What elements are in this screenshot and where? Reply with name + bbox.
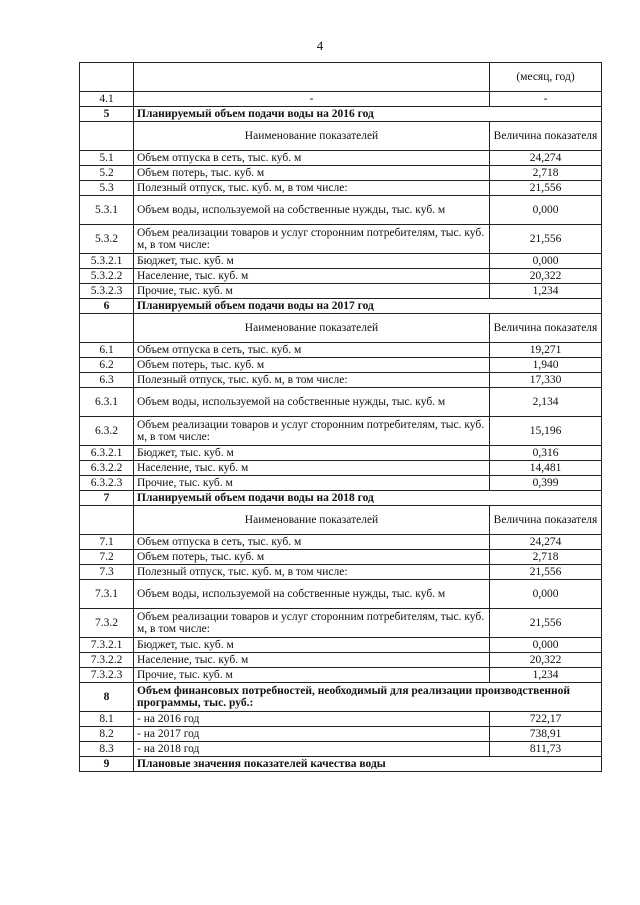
row-number: 5.3.1	[80, 196, 134, 225]
row-value: 1,940	[490, 358, 602, 373]
section-title-row	[80, 299, 602, 314]
row-value: 2,718	[490, 550, 602, 565]
table-row	[80, 225, 602, 254]
row-number: 6.3.2.3	[80, 476, 134, 491]
section-title-row	[80, 491, 602, 506]
row-text: Бюджет, тыс. куб. м	[134, 254, 490, 269]
empty-cell	[80, 122, 134, 151]
row-number: 7.1	[80, 535, 134, 550]
table-row	[80, 269, 602, 284]
section-number: 8	[80, 683, 134, 712]
row-value: 20,322	[490, 269, 602, 284]
row-value: 21,556	[490, 565, 602, 580]
table-row	[80, 358, 602, 373]
table-row	[80, 712, 602, 727]
section-title: Планируемый объем подачи воды на 2017 год	[134, 299, 602, 314]
empty-cell	[80, 506, 134, 535]
table-row	[80, 196, 602, 225]
row-text: Объем реализации товаров и услуг сторонним потребителям, тыс. куб. м, в том числе:	[134, 417, 490, 446]
row-value: 1,234	[490, 284, 602, 299]
table-row	[80, 92, 602, 107]
column-header-value: Величина показателя	[490, 314, 602, 343]
row-text: Объем реализации товаров и услуг сторонним потребителям, тыс. куб. м, в том числе:	[134, 609, 490, 638]
table-row	[80, 476, 602, 491]
row-number: 5.3.2	[80, 225, 134, 254]
section-title: Планируемый объем подачи воды на 2018 год	[134, 491, 602, 506]
row-value: 21,556	[490, 181, 602, 196]
row-number: 6.3	[80, 373, 134, 388]
row-number: 5.1	[80, 151, 134, 166]
row-number: 5.3.2.3	[80, 284, 134, 299]
row-text: Объем воды, используемой на собственные нужды, тыс. куб. м	[134, 580, 490, 609]
row-number: 4.1	[80, 92, 134, 107]
table-row	[80, 461, 602, 476]
column-header-row	[80, 122, 602, 151]
table-row	[80, 254, 602, 269]
row-text: Объем отпуска в сеть, тыс. куб. м	[134, 151, 490, 166]
row-text: Бюджет, тыс. куб. м	[134, 638, 490, 653]
table-row	[80, 638, 602, 653]
row-number: 6.3.2.1	[80, 446, 134, 461]
section-title-row	[80, 107, 602, 122]
section-number: 7	[80, 491, 134, 506]
table-row	[80, 565, 602, 580]
empty-cell	[80, 63, 134, 92]
table-row	[80, 727, 602, 742]
row-text: - на 2016 год	[134, 712, 490, 727]
row-value: 19,271	[490, 343, 602, 358]
row-number: 7.3.2.1	[80, 638, 134, 653]
table-row	[80, 373, 602, 388]
section-number: 5	[80, 107, 134, 122]
row-value: 0,316	[490, 446, 602, 461]
row-value: 0,000	[490, 196, 602, 225]
row-number: 6.2	[80, 358, 134, 373]
empty-cell	[80, 314, 134, 343]
indicators-table	[79, 62, 602, 772]
section-number: 9	[80, 757, 134, 772]
row-number: 5.3	[80, 181, 134, 196]
row-value: 722,17	[490, 712, 602, 727]
row-number: 5.3.2.2	[80, 269, 134, 284]
table-row	[80, 550, 602, 565]
row-number: 7.3.1	[80, 580, 134, 609]
row-text: Население, тыс. куб. м	[134, 653, 490, 668]
column-header-value: Величина показателя	[490, 122, 602, 151]
row-value: 15,196	[490, 417, 602, 446]
row-text: Объем воды, используемой на собственные нужды, тыс. куб. м	[134, 388, 490, 417]
section-title-row	[80, 757, 602, 772]
column-header-name: Наименование показателей	[134, 506, 490, 535]
table-row	[80, 668, 602, 683]
table-row	[80, 417, 602, 446]
row-number: 7.3.2	[80, 609, 134, 638]
table-row	[80, 742, 602, 757]
section-number: 6	[80, 299, 134, 314]
table-row	[80, 609, 602, 638]
row-number: 6.1	[80, 343, 134, 358]
row-value: 17,330	[490, 373, 602, 388]
row-value: 738,91	[490, 727, 602, 742]
row-text: - на 2018 год	[134, 742, 490, 757]
row-text: Население, тыс. куб. м	[134, 461, 490, 476]
section-title: Плановые значения показателей качества воды	[134, 757, 602, 772]
table-row	[80, 166, 602, 181]
row-number: 6.3.2.2	[80, 461, 134, 476]
table-row	[80, 388, 602, 417]
row-value: 811,73	[490, 742, 602, 757]
row-text: Объем отпуска в сеть, тыс. куб. м	[134, 343, 490, 358]
row-number: 7.3	[80, 565, 134, 580]
row-number: 7.2	[80, 550, 134, 565]
row-number: 7.3.2.2	[80, 653, 134, 668]
row-text: Полезный отпуск, тыс. куб. м, в том числе:	[134, 181, 490, 196]
table-row	[80, 284, 602, 299]
table-row	[80, 446, 602, 461]
row-number: 5.3.2.1	[80, 254, 134, 269]
section-title: Объем финансовых потребностей, необходимый для реализации производственной программы, тыс. руб.:	[134, 683, 602, 712]
row-value: 21,556	[490, 609, 602, 638]
row-text: Объем потерь, тыс. куб. м	[134, 550, 490, 565]
row-value: 14,481	[490, 461, 602, 476]
column-header-name: Наименование показателей	[134, 314, 490, 343]
row-value: 2,134	[490, 388, 602, 417]
row-text: Объем реализации товаров и услуг сторонним потребителям, тыс. куб. м, в том числе:	[134, 225, 490, 254]
row-number: 6.3.1	[80, 388, 134, 417]
row-number: 6.3.2	[80, 417, 134, 446]
row-value: 0,000	[490, 580, 602, 609]
row-text: Прочие, тыс. куб. м	[134, 284, 490, 299]
empty-cell	[134, 63, 490, 92]
row-value: 0,000	[490, 254, 602, 269]
row-text: Бюджет, тыс. куб. м	[134, 446, 490, 461]
row-value: 0,399	[490, 476, 602, 491]
table-row	[80, 343, 602, 358]
row-value: 24,274	[490, 535, 602, 550]
row-text: Полезный отпуск, тыс. куб. м, в том числе:	[134, 373, 490, 388]
row-text: Объем воды, используемой на собственные нужды, тыс. куб. м	[134, 196, 490, 225]
row-text: Полезный отпуск, тыс. куб. м, в том числе:	[134, 565, 490, 580]
section-title-row	[80, 683, 602, 712]
row-text: -	[134, 92, 490, 107]
row-value: 20,322	[490, 653, 602, 668]
row-value: -	[490, 92, 602, 107]
column-header-row	[80, 506, 602, 535]
page-number: 4	[316, 38, 324, 53]
row-text: Прочие, тыс. куб. м	[134, 668, 490, 683]
row-number: 7.3.2.3	[80, 668, 134, 683]
table-row	[80, 151, 602, 166]
table-row	[80, 580, 602, 609]
row-text: Объем потерь, тыс. куб. м	[134, 166, 490, 181]
column-header-value: Величина показателя	[490, 506, 602, 535]
period-label: (месяц, год)	[490, 63, 602, 92]
row-value: 0,000	[490, 638, 602, 653]
column-header-row	[80, 314, 602, 343]
row-text: Объем отпуска в сеть, тыс. куб. м	[134, 535, 490, 550]
row-value: 1,234	[490, 668, 602, 683]
table-row	[80, 535, 602, 550]
row-value: 24,274	[490, 151, 602, 166]
row-text: Население, тыс. куб. м	[134, 269, 490, 284]
column-header-name: Наименование показателей	[134, 122, 490, 151]
row-value: 21,556	[490, 225, 602, 254]
row-text: - на 2017 год	[134, 727, 490, 742]
row-value: 2,718	[490, 166, 602, 181]
row-text: Объем потерь, тыс. куб. м	[134, 358, 490, 373]
row-number: 8.2	[80, 727, 134, 742]
row-number: 8.1	[80, 712, 134, 727]
table-row	[80, 181, 602, 196]
table-row	[80, 653, 602, 668]
section-title: Планируемый объем подачи воды на 2016 год	[134, 107, 602, 122]
row-text: Прочие, тыс. куб. м	[134, 476, 490, 491]
row-number: 8.3	[80, 742, 134, 757]
period-header-row	[80, 63, 602, 92]
row-number: 5.2	[80, 166, 134, 181]
